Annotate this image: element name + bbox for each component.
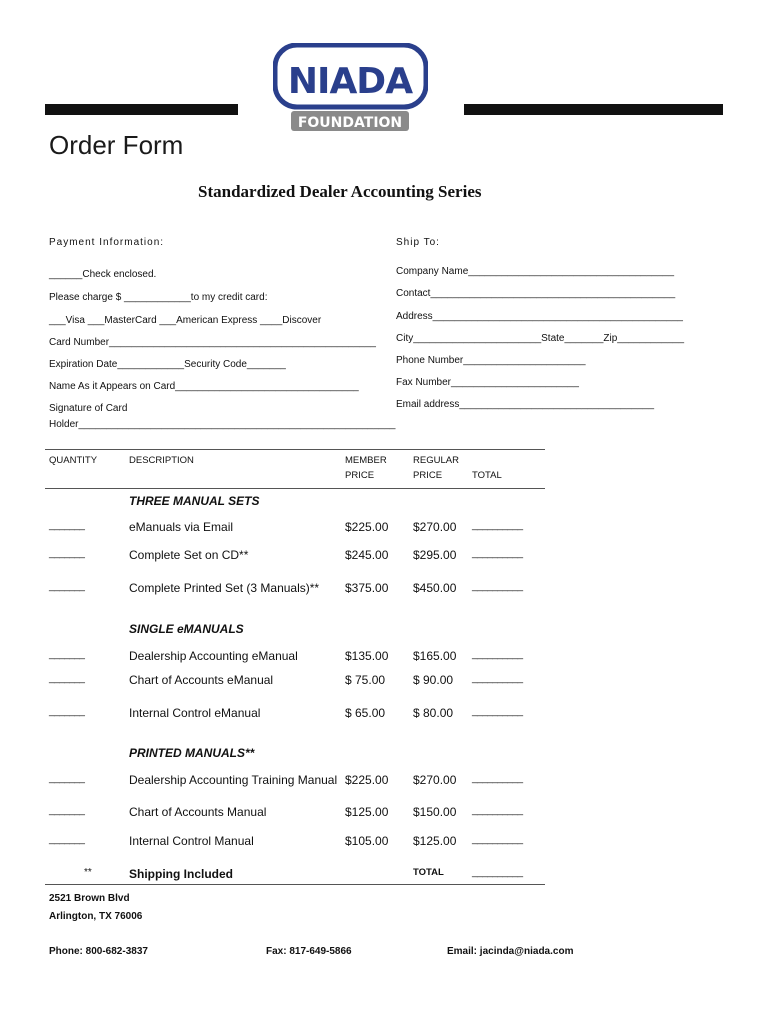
total-field[interactable]: __________ — [472, 548, 523, 559]
card-number-field[interactable]: Card Number________________________________________________ — [49, 337, 376, 348]
footer-email: Email: jacinda@niada.com — [447, 946, 574, 957]
city-state-zip-field[interactable]: City_______________________State_______Zip____________ — [396, 333, 685, 344]
quantity-field[interactable]: _______ — [49, 548, 85, 559]
member-price: $225.00 — [345, 773, 389, 787]
card-type-options[interactable]: ___Visa ___MasterCard ___American Express ____Discover — [49, 315, 322, 326]
section-three-manual-sets: THREE MANUAL SETS — [129, 494, 260, 508]
footer-fax: Fax: 817-649-5866 — [266, 946, 352, 957]
grand-total-field[interactable]: __________ — [472, 867, 523, 878]
member-price: $125.00 — [345, 805, 389, 819]
product-description: Internal Control Manual — [129, 834, 254, 848]
footer-address-line1: 2521 Brown Blvd — [49, 893, 130, 904]
quantity-field[interactable]: _______ — [49, 773, 85, 784]
quantity-field[interactable]: _______ — [49, 834, 85, 845]
col-regular: REGULAR — [413, 455, 459, 466]
quantity-field[interactable]: _______ — [49, 805, 85, 816]
total-label: TOTAL — [413, 867, 444, 878]
product-description: Complete Set on CD** — [129, 548, 249, 562]
expiration-security-field[interactable]: Expiration Date____________Security Code_______ — [49, 359, 286, 370]
quantity-field[interactable]: _______ — [49, 673, 85, 684]
ship-heading: Ship To: — [396, 237, 440, 248]
series-title: Standardized Dealer Accounting Series — [198, 182, 482, 201]
header-bar-right — [464, 104, 723, 115]
cardholder-name-field[interactable]: Name As it Appears on Card_________________________________ — [49, 381, 359, 392]
member-price: $135.00 — [345, 649, 389, 663]
total-field[interactable]: __________ — [472, 834, 523, 845]
footer-address-line2: Arlington, TX 76006 — [49, 911, 143, 922]
table-bottom-divider — [45, 884, 545, 885]
total-field[interactable]: __________ — [472, 805, 523, 816]
regular-price: $295.00 — [413, 548, 457, 562]
header-bar-left — [45, 104, 238, 115]
total-field[interactable]: __________ — [472, 581, 523, 592]
section-printed-manuals: PRINTED MANUALS** — [129, 746, 255, 760]
signature-field[interactable]: Holder_________________________________________________________ — [49, 419, 396, 430]
quantity-field[interactable]: _______ — [49, 581, 85, 592]
col-quantity: QUANTITY — [49, 455, 98, 466]
col-total: TOTAL — [472, 470, 502, 481]
shipping-stars: ** — [84, 867, 92, 878]
regular-price: $150.00 — [413, 805, 457, 819]
product-description: Chart of Accounts eManual — [129, 673, 274, 687]
product-description: Internal Control eManual — [129, 706, 261, 720]
payment-heading: Payment Information: — [49, 237, 165, 248]
phone-number-field[interactable]: Phone Number______________________ — [396, 355, 586, 366]
fax-number-field[interactable]: Fax Number_______________________ — [396, 377, 579, 388]
regular-price: $165.00 — [413, 649, 457, 663]
total-field[interactable]: __________ — [472, 706, 523, 717]
regular-price: $ 80.00 — [413, 706, 454, 720]
member-price: $105.00 — [345, 834, 389, 848]
col-member: MEMBER — [345, 455, 387, 466]
table-header-divider — [45, 488, 545, 489]
niada-logo — [273, 43, 428, 133]
member-price: $225.00 — [345, 520, 389, 534]
product-description: Dealership Accounting Training Manual — [129, 773, 338, 787]
member-price: $ 65.00 — [345, 706, 386, 720]
contact-field[interactable]: Contact____________________________________________ — [396, 288, 676, 299]
regular-price: $270.00 — [413, 773, 457, 787]
regular-price: $450.00 — [413, 581, 457, 595]
total-field[interactable]: __________ — [472, 773, 523, 784]
svg-text:NIADA: NIADA — [287, 61, 413, 102]
product-description: eManuals via Email — [129, 520, 234, 534]
quantity-field[interactable]: _______ — [49, 706, 85, 717]
section-single-emanuals: SINGLE eMANUALS — [129, 622, 244, 636]
quantity-field[interactable]: _______ — [49, 649, 85, 660]
svg-text:FOUNDATION: FOUNDATION — [297, 115, 403, 131]
address-field[interactable]: Address_____________________________________________ — [396, 311, 683, 322]
product-description: Complete Printed Set (3 Manuals)** — [129, 581, 320, 595]
total-field[interactable]: __________ — [472, 673, 523, 684]
col-member-price: PRICE — [345, 470, 375, 481]
member-price: $375.00 — [345, 581, 389, 595]
regular-price: $ 90.00 — [413, 673, 454, 687]
page-title: Order Form — [49, 130, 184, 160]
signature-label: Signature of Card — [49, 403, 128, 414]
table-top-divider — [45, 449, 545, 450]
col-regular-price: PRICE — [413, 470, 443, 481]
email-address-field[interactable]: Email address___________________________________ — [396, 399, 655, 410]
footer-phone: Phone: 800-682-3837 — [49, 946, 148, 957]
total-field[interactable]: __________ — [472, 649, 523, 660]
product-description: Chart of Accounts Manual — [129, 805, 267, 819]
quantity-field[interactable]: _______ — [49, 520, 85, 531]
member-price: $ 75.00 — [345, 673, 386, 687]
charge-amount-field[interactable]: Please charge $ ____________to my credit card: — [49, 292, 268, 303]
regular-price: $270.00 — [413, 520, 457, 534]
total-field[interactable]: __________ — [472, 520, 523, 531]
col-description: DESCRIPTION — [129, 455, 194, 466]
member-price: $245.00 — [345, 548, 389, 562]
check-enclosed-field[interactable]: ______Check enclosed. — [49, 269, 157, 280]
product-description: Dealership Accounting eManual — [129, 649, 298, 663]
company-name-field[interactable]: Company Name_____________________________________ — [396, 266, 675, 277]
shipping-included: Shipping Included — [129, 867, 233, 881]
regular-price: $125.00 — [413, 834, 457, 848]
